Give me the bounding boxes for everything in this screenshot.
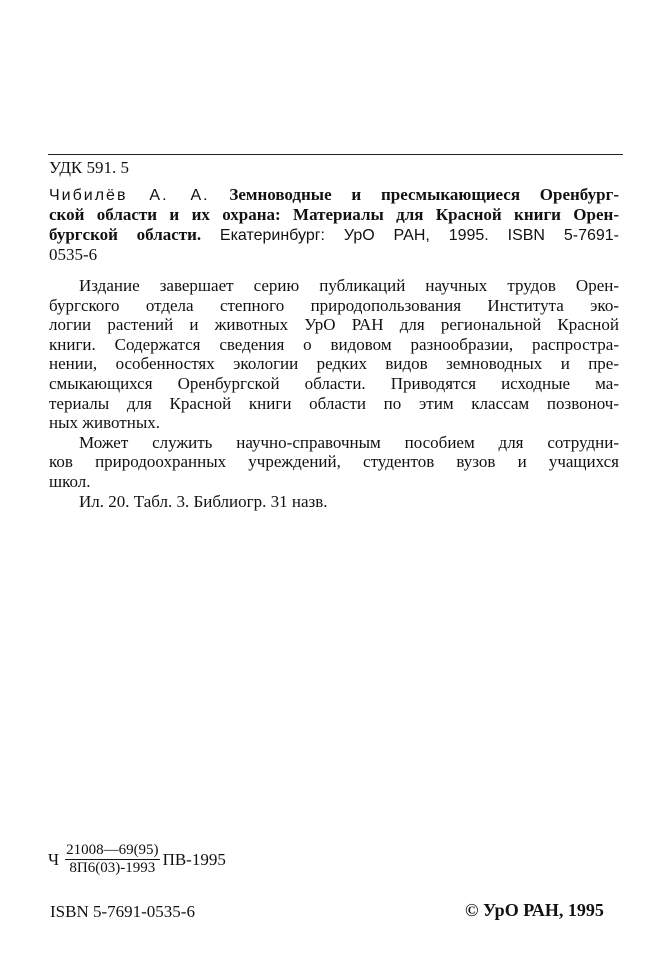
code-suffix: ПВ-1995 [162,849,226,869]
bibliographic-citation [49,185,619,265]
code-fraction [65,842,160,877]
udk-code: УДК 591. 5 [49,158,130,177]
abstract-line: ных животных. [49,413,160,433]
abstract-line: бургского отдела степного природопользования Института эко- [49,295,619,315]
title-line: Земноводные и пресмыкающиеся Оренбург- [229,185,619,204]
code-prefix: Ч [48,849,60,869]
abstract-line: ков природоохранных учреждений, студентов вузов и учащихся [49,452,619,472]
abstract-line: логии растений и животных УрО РАН для региональной Красной [49,315,619,335]
citation-isbn-tail: 0535-6 [49,245,98,264]
code-numerator: 21008—69(95) [66,842,159,858]
abstract [49,276,619,511]
top-rule [48,154,623,155]
author: Чибилёв А. А. [49,187,210,204]
publisher: Екатеринбург: УрО РАН, 1995. ISBN 5-7691- [219,227,620,244]
abstract-line: Может служить научно-справочным пособием для сотрудни- [79,432,619,452]
publication-code [48,842,226,877]
abstract-line: нении, особенностях экологии редких видов земноводных и пре- [49,354,619,374]
abstract-line: териалы для Красной книги области по этим классам позвоноч- [49,393,619,413]
illustrations-note: Ил. 20. Табл. 3. Библиогр. 31 назв. [79,491,328,511]
abstract-line: школ. [49,471,91,491]
title-line: ской области и их охрана: Материалы для Красной книги Орен- [49,205,619,224]
abstract-line: Издание завершает серию публикаций научных трудов Орен- [79,276,619,295]
code-denominator: 8П6(03)-1993 [69,860,156,876]
abstract-line: смыкающихся Оренбургской области. Приводятся исходные ма- [49,373,619,393]
abstract-line: книги. Содержатся сведения о видовом разнообразии, распростра- [49,334,619,354]
copyright: © УрО РАН, 1995 [465,900,604,920]
isbn: ISBN 5-7691-0535-6 [50,902,195,921]
title-line: бургской области. [49,225,202,244]
